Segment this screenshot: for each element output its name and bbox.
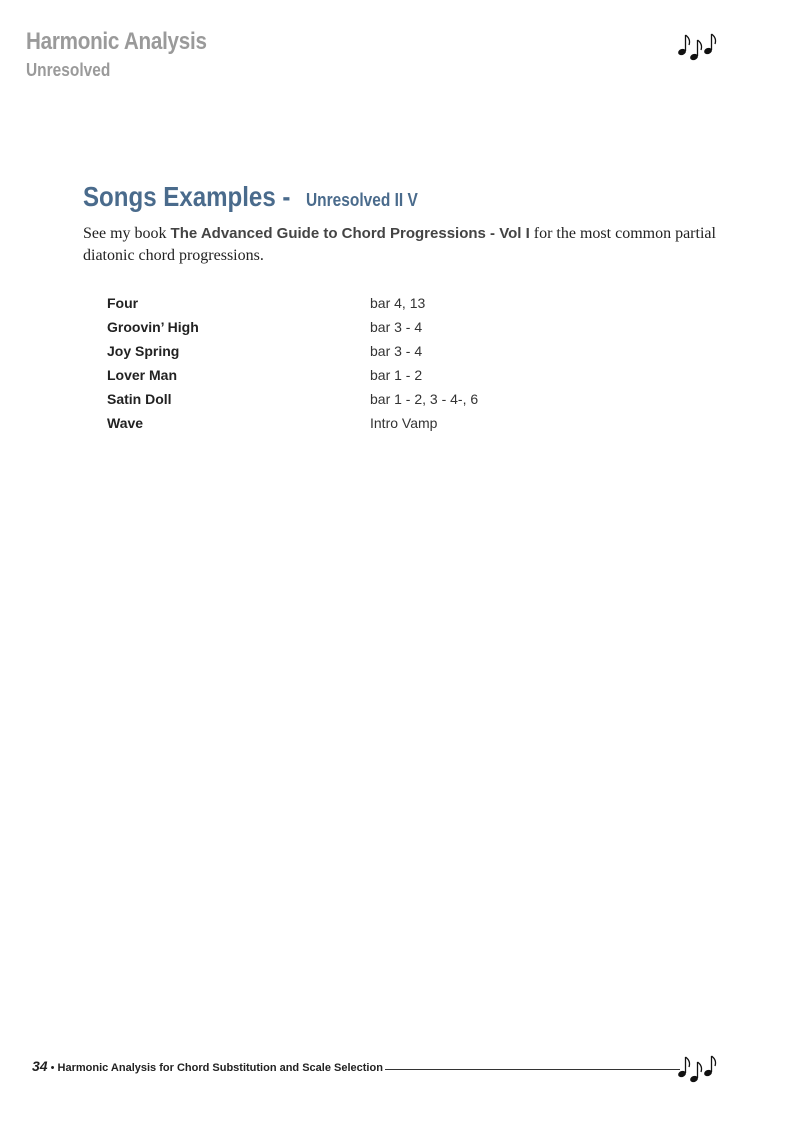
- footer-text: Harmonic Analysis for Chord Substitution and Scale Selection: [57, 1062, 383, 1074]
- song-bars: bar 3 - 4: [370, 319, 423, 335]
- song-name: Wave: [107, 415, 144, 431]
- header-title: Harmonic Analysis: [26, 28, 207, 55]
- section-title: [83, 183, 436, 211]
- page-number: 34: [32, 1058, 48, 1074]
- header-subtitle: Unresolved: [26, 60, 111, 80]
- list-item: [107, 343, 527, 367]
- footer-separator: •: [47, 1062, 58, 1074]
- page-footer: [32, 1058, 383, 1074]
- intro-paragraph: [83, 223, 723, 267]
- section-title-main: Songs Examples -: [83, 181, 291, 212]
- music-notes-icon: [676, 30, 720, 64]
- song-name: Four: [107, 295, 139, 311]
- list-item: [107, 367, 527, 391]
- song-bars: bar 3 - 4: [370, 343, 423, 359]
- list-item: [107, 391, 527, 415]
- song-name: Joy Spring: [107, 343, 180, 359]
- list-item: [107, 295, 527, 319]
- song-bars: bar 1 - 2, 3 - 4-, 6: [370, 391, 479, 407]
- song-name: Satin Doll: [107, 391, 172, 407]
- song-bars: bar 1 - 2: [370, 367, 423, 383]
- book-title: The Advanced Guide to Chord Progressions - Vol I: [170, 225, 530, 242]
- intro-before: See my book: [83, 225, 171, 242]
- song-name: Groovin’ High: [107, 319, 199, 335]
- song-list: [107, 295, 527, 439]
- section-title-sub: Unresolved II V: [306, 190, 419, 210]
- list-item: [107, 415, 527, 439]
- list-item: [107, 319, 527, 343]
- intro-after: for the most common partial diatonic chord progressions.: [83, 225, 716, 264]
- song-bars: Intro Vamp: [370, 415, 438, 431]
- footer-divider: [385, 1069, 680, 1070]
- song-name: Lover Man: [107, 367, 178, 383]
- song-bars: bar 4, 13: [370, 295, 426, 311]
- music-notes-icon: [676, 1052, 720, 1086]
